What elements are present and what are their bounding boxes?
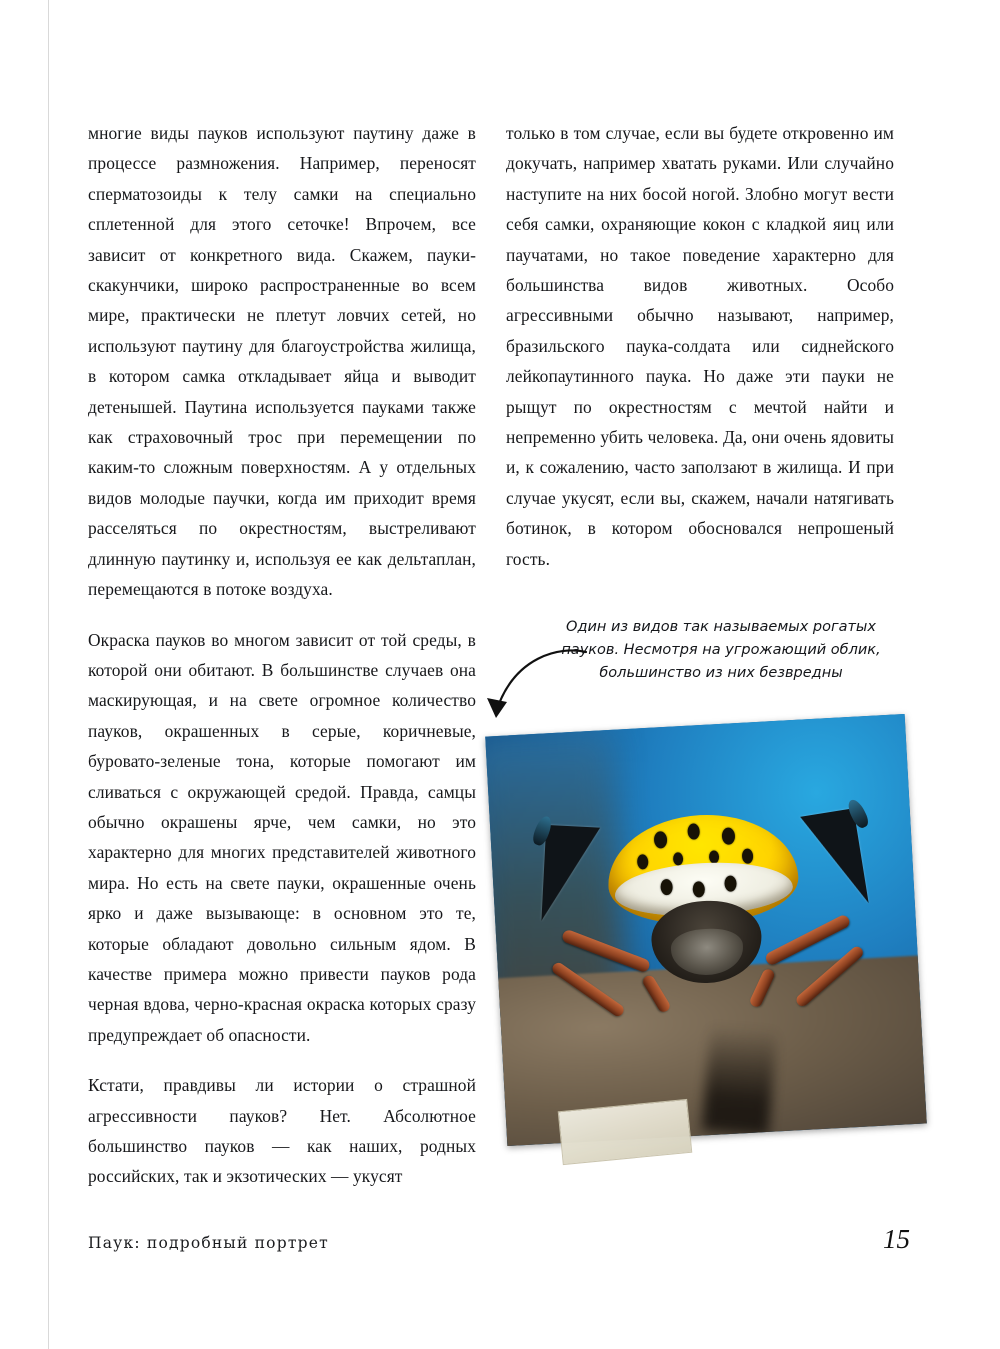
spider-horn-left [541, 825, 600, 924]
spider-photo [485, 714, 927, 1146]
page-margin-rule [48, 0, 49, 1349]
photo-tape [558, 1099, 693, 1165]
spider-leg [550, 960, 626, 1018]
spider-body [534, 780, 877, 1047]
spider-leg [764, 913, 852, 966]
paragraph: только в том случае, если вы будете откровенно им докучать, например хватать руками. Или случайно наступите на них босой ногой. Злобно могут вести себя самки, охраняющие кокон с кладкой яиц или паучатами, но такое поведение характерно для большинства видов животных. Особо агрессивными обычно называют, например, бразильского паука-солдата или сиднейского лейкопаутинного паука. Но даже эти пауки не рыщут по окрестностям с мечтой найти и непременно убить человека. Да, они очень ядовиты и, к сожалению, часто заползают в жилища. И при случае укусят, если вы, скажем, начали натягивать ботинок, в котором обосновался непрошеный гость. [506, 123, 894, 569]
figure-photo-wrapper [404, 597, 840, 1177]
column-right [506, 118, 894, 574]
paragraph: Кстати, правдивы ли истории о страшной агрессивности пауков? Нет. Абсолютное большинство пауков — как наших, родных российских, так и экзотических — укусят [88, 1075, 476, 1187]
spider-leg [561, 928, 652, 973]
running-title: Паук: подробный портрет [88, 1234, 329, 1252]
paragraph: Окраска пауков во многом зависит от той среды, в которой они обитают. В большинстве случаев она маскирующая, и на свете огромное количество пауков, окрашенных в серые, коричневые, буровато-зеленые тона, которые помогают им сливаться с окружающей средой. Правда, самцы обычно окрашены ярче, чем самки, но это характерно для многих представителей животного мира. Но есть на свете пауки, окрашенные очень ярко и даже вызывающе: в основном это те, которые обладают довольно сильным ядом. В качестве примера можно привести пауков рода черная вдова, черно-красная окраска которых сразу предупреждает об опасности. [88, 629, 476, 1045]
paragraph: многие виды пауков используют паутину даже в процессе размножения. Например, переносят сперматозоиды к телу самки на специально сплетенной для этого сеточке! Впрочем, все зависит от конкретного вида. Скажем, пауки-скакунчики, широко распространенные во всем мире, практически не плетут ловчих сетей, но используют паутину для благоустройства жилища, в котором самка откладывает яйца и выводит детенышей. Паутина используется пауками также как страховочный трос при перемещении по каким-то сложным поверхностям. А у отдельных видов молодые паучки, когда им приходит время расселяться по окрестностям, выстреливают длинную паутинку и, используя ее как дельтаплан, перемещаются в потоке воздуха. [88, 123, 476, 600]
spider-pedipalp [641, 973, 672, 1013]
spider-pedipalp [748, 967, 776, 1008]
photo-rock-crack [701, 1024, 777, 1136]
page-number: 15 [883, 1224, 910, 1254]
figure-caption: Один из видов так называемых рогатых пауков. Несмотря на угрожающий облик, большинство из них безвредны [561, 619, 881, 681]
spider-leg [794, 944, 865, 1008]
